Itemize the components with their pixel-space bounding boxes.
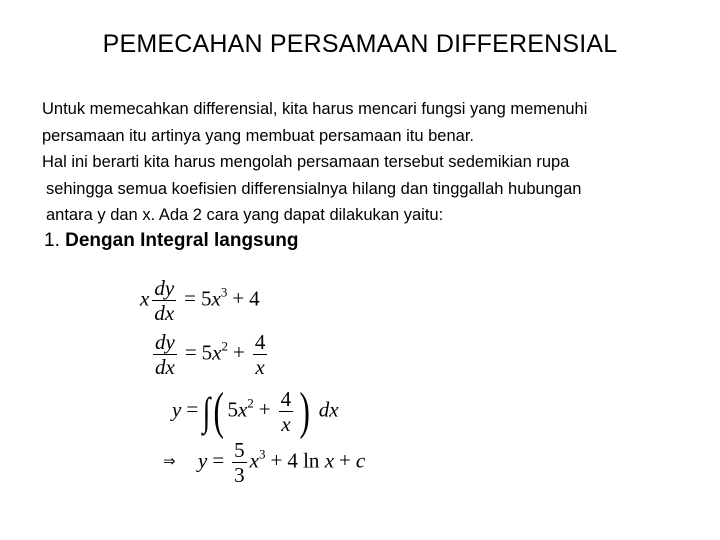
body-paragraph [42,96,702,229]
equation-3: y = ∫( $5x^2$ + $\frac{4}{x}$ ) dx [172,383,339,440]
paragraph-line: antara y dan x. Ada 2 cara yang dapat dilakukan yaitu: [46,206,444,224]
equation-4: y = $\frac{5}{3}$ $x^3 + 4$ ln x + c [198,438,366,487]
implies-icon: ⇒ [163,452,176,470]
heading-text: Dengan Integral langsung [65,230,299,251]
slide-title: PEMECAHAN PERSAMAAN DIFFERENSIAL [102,30,618,58]
heading-number: 1. [44,230,60,251]
equation-2: $\frac{dy}{dx}$ = $5x^2$ + $\frac{4}{x}$ [155,330,266,379]
paragraph-line: sehingga semua koefisien differensialnya hilang dan tinggallah hubungan [46,179,582,198]
paragraph-line: persamaan itu artinya yang membuat persamaan itu benar. [42,126,474,145]
integral-symbol: ∫ [202,389,211,434]
section-heading [44,230,298,252]
equation-1: x $\frac{dy}{dx}$ = $5x^3 + 4$ [140,276,260,325]
paragraph-line: Hal ini berarti kita harus mengolah persamaan tersebut sedemikian rupa [42,153,570,171]
paragraph-line: Untuk memecahkan differensial, kita harus mencari fungsi yang memenuhi [42,100,588,118]
